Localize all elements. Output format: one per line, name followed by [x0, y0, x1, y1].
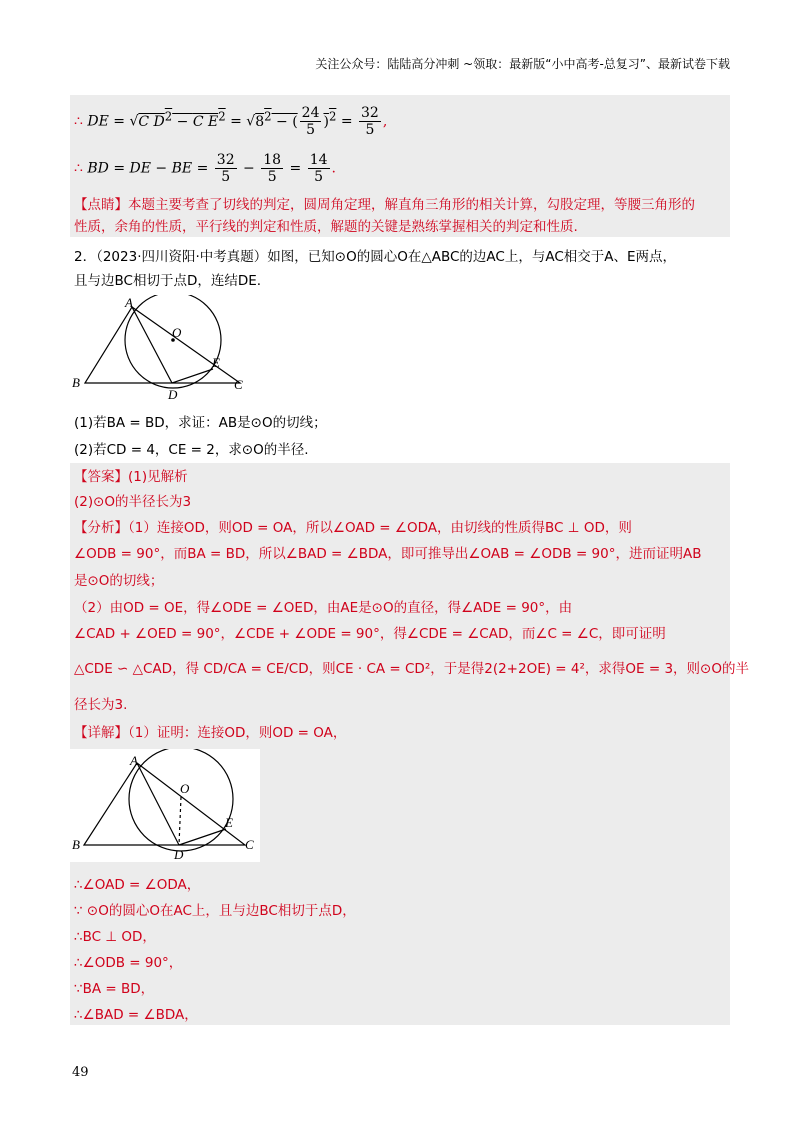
de-equation: ∴ DE = √C $D^2 - C$ $E^2 = √8^2$ − ( $\frac{24}{5}$ )$^2$ = $\frac{32}{5}$ ,	[74, 105, 388, 138]
comment-line-2: 性质，余角的性质，平行线的判定和性质，解题的关键是熟练掌握相关的判定和性质.	[74, 219, 578, 235]
svg-text:D: D	[168, 387, 178, 402]
svg-text:O: O	[180, 781, 190, 796]
analysis-2: ∠ODB = 90°，而BA = BD，所以∠BAD = ∠BDA，即可推导出∠OAB = ∠ODB = 90°，进而证明AB	[74, 546, 702, 562]
svg-text:E: E	[212, 355, 220, 370]
detail-2: ∵ ⊙O的圆心O在AC上，且与边BC相切于点D，	[74, 903, 356, 919]
svg-text:C: C	[245, 837, 254, 852]
detail-3: ∴BC ⊥ OD，	[74, 929, 156, 945]
svg-text:B: B	[72, 375, 80, 390]
problem-line-2: 且与边BC相切于点D，连结DE.	[74, 273, 262, 289]
analysis-5: ∠CAD + ∠OED = 90°，∠CDE + ∠ODE = 90°，得∠CDE = ∠CAD，而∠C = ∠C，即可证明	[74, 626, 666, 642]
svg-text:B: B	[72, 837, 80, 852]
analysis-1: 【分析】（1）连接OD，则OD = OA，所以∠OAD = ∠ODA，由切线的性质得BC ⊥ OD，则	[74, 520, 632, 536]
page-header: 关注公众号：陆陆高分冲刺 ~领取：最新版“小中高考-总复习”、最新试卷下载	[315, 57, 730, 71]
svg-text:C: C	[234, 377, 243, 392]
svg-text:A: A	[130, 753, 138, 768]
detail-5: ∵BA = BD，	[74, 981, 155, 997]
bd-equation: ∴ BD = DE − BE = $\frac{32}{5}$ − $\frac{18}{5}$ = $\frac{14}{5}$ .	[74, 152, 336, 185]
analysis-6: △CDE ∽ △CAD，得 CD/CA = CE/CD，则CE · CA = CD²，于是得2(2+2OE) = 4²，求得OE = 3，则⊙O的半	[74, 661, 749, 677]
page-number: 49	[72, 1065, 89, 1080]
problem-line-1: 2．（2023·四川资阳·中考真题）如图，已知⊙O的圆心O在△ABC的边AC上，与AC相交于A、E两点，	[74, 249, 677, 265]
answer-2: (2)⊙O的半径长为3	[74, 494, 192, 510]
answer-1: 【答案】(1)见解析	[74, 469, 188, 485]
svg-text:E: E	[225, 815, 233, 830]
geometry-figure-1	[70, 295, 260, 405]
geometry-figure-2	[70, 749, 260, 862]
question-1: (1)若BA = BD，求证：AB是⊙O的切线；	[74, 415, 327, 431]
detail-6: ∴∠BAD = ∠BDA，	[74, 1007, 198, 1023]
svg-text:D: D	[174, 847, 184, 862]
comment-line-1: 【点睛】本题主要考查了切线的判定，圆周角定理，解直角三角形的相关计算，勾股定理，等腰三角形的	[74, 197, 695, 213]
detail-1: ∴∠OAD = ∠ODA，	[74, 877, 201, 893]
detail-4: ∴∠ODB = 90°，	[74, 955, 183, 971]
detail-0: 【详解】（1）证明：连接OD，则OD = OA，	[74, 725, 347, 741]
question-2: (2)若CD = 4，CE = 2，求⊙O的半径.	[74, 442, 309, 458]
analysis-4: （2）由OD = OE，得∠ODE = ∠OED，由AE是⊙O的直径，得∠ADE = 90°，由	[74, 600, 573, 616]
analysis-3: 是⊙O的切线；	[74, 573, 164, 589]
svg-text:A: A	[125, 295, 133, 310]
analysis-7: 径长为3.	[74, 697, 128, 713]
svg-text:O: O	[172, 325, 182, 340]
